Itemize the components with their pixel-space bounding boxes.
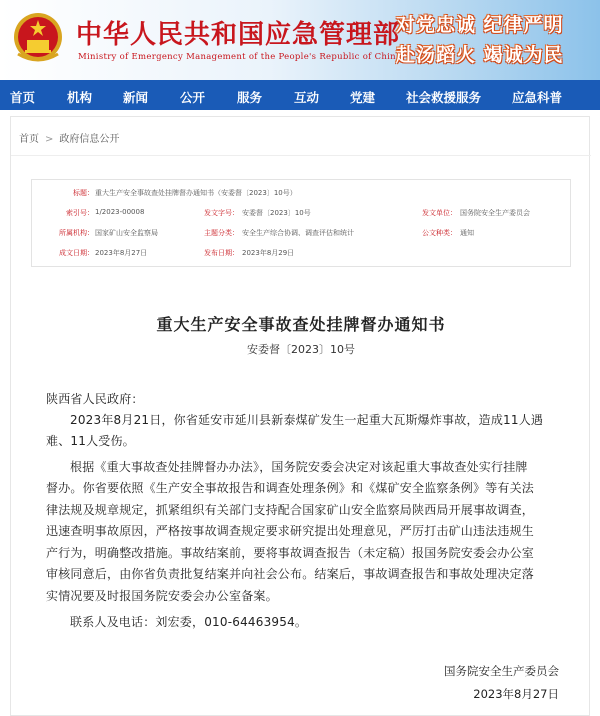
paragraph-1-line-2: 难、11人受伤。 (46, 434, 135, 448)
paragraph-2-line-5: 产行为，明确整改措施。事故结案前，要将事故调查报告（未定稿）报国务院安委会办公室 (46, 546, 535, 560)
national-emblem-icon (12, 10, 64, 66)
meta-index-label: 索引号： (66, 209, 94, 217)
meta-doc-num-value: 安委督〔2023〕10号 (242, 209, 311, 217)
addressee: 陕西省人民政府： (46, 392, 144, 406)
document-number: 安委督〔2023〕10号 (247, 343, 355, 356)
meta-type-value: 通知 (460, 229, 474, 237)
breadcrumb-home[interactable]: 首页 (19, 134, 39, 145)
nav-item-services[interactable]: 服务 (237, 90, 263, 105)
signer: 国务院安全生产委员会 (444, 664, 559, 678)
motto-line-1: 对党忠诚 纪律严明 (396, 14, 564, 36)
site-header (0, 0, 600, 80)
meta-created-label: 成文日期： (59, 249, 94, 257)
meta-index-value: 1/2023-00008 (95, 208, 145, 216)
paragraph-2-line-3: 律法规及规章规定，抓紧组织有关部门支持配合国家矿山安全监察局陕西局开展事故调查， (46, 503, 535, 517)
meta-org-value: 国家矿山安全监察局 (95, 229, 158, 237)
paragraph-2-line-6: 审核同意后，由你省负责批复结案并向社会公布。结案后，事故调查报告和事故处理决定落 (46, 567, 535, 581)
contact-line: 联系人及电话：刘宏委，010-64463954。 (70, 615, 308, 629)
meta-row-3 (32, 228, 572, 248)
meta-title-label: 标题： (73, 189, 94, 197)
nav-item-party[interactable]: 党建 (350, 90, 376, 105)
meta-title-value: 重大生产安全事故查处挂牌督办通知书（安委督〔2023〕10号） (95, 189, 297, 197)
document-title: 重大生产安全事故查处挂牌督办通知书 (156, 315, 446, 334)
site-title[interactable]: 中华人民共和国应急管理部 (76, 20, 401, 50)
breadcrumb-current[interactable]: 政府信息公开 (59, 134, 120, 145)
breadcrumb (19, 130, 119, 145)
nav-item-interaction[interactable]: 互动 (294, 90, 320, 105)
meta-issuer-value: 国务院安全生产委员会 (460, 209, 530, 217)
meta-created-value: 2023年8月27日 (95, 249, 148, 257)
breadcrumb-divider (11, 155, 591, 156)
meta-type-label: 公文种类： (422, 229, 457, 237)
meta-row-2 (32, 208, 572, 228)
metadata-box (31, 179, 571, 267)
sign-date: 2023年8月27日 (473, 687, 559, 701)
meta-topic-value: 安全生产综合协调、调查评估和统计 (242, 229, 354, 237)
meta-org-label: 所属机构： (59, 229, 94, 237)
meta-topic-label: 主题分类： (204, 229, 239, 237)
meta-row-title (32, 188, 572, 208)
paragraph-2-line-1: 根据《重大事故查处挂牌督办办法》，国务院安委会决定对该起重大事故查处实行挂牌 (70, 460, 528, 474)
paragraph-2-line-4: 迅速查明事故原因，严格按事故调查规定要求研究提出处理意见，严厉打击矿山违法违规生 (46, 524, 535, 538)
nav-item-science[interactable]: 应急科普 (512, 90, 563, 105)
meta-doc-num-label: 发文字号： (204, 209, 239, 217)
paragraph-2-line-2: 督办。你省要依照《生产安全事故报告和调查处理条例》和《煤矿安全监察条例》等有关法 (46, 481, 535, 495)
nav-item-rescue-services[interactable]: 社会救援服务 (406, 90, 482, 105)
nav-item-disclosure[interactable]: 公开 (180, 90, 206, 105)
nav-item-organization[interactable]: 机构 (67, 90, 93, 105)
nav-item-news[interactable]: 新闻 (123, 90, 149, 105)
site-subtitle: Ministry of Emergency Management of the People's Republic of China (78, 52, 402, 62)
meta-row-4 (32, 248, 572, 268)
paragraph-1-line-1: 2023年8月21日，你省延安市延川县新泰煤矿发生一起重大瓦斯爆炸事故，造成11人遇 (70, 413, 544, 427)
breadcrumb-separator: > (45, 134, 54, 145)
meta-issuer-label: 发文单位： (422, 209, 457, 217)
meta-published-value: 2023年8月29日 (242, 249, 295, 257)
paragraph-2-line-7: 实情况要及时报国务院安委会办公室备案。 (46, 589, 278, 603)
nav-item-home[interactable]: 首页 (10, 90, 36, 105)
motto-line-2: 赴汤蹈火 竭诚为民 (396, 44, 564, 66)
main-nav (0, 80, 600, 110)
content-panel (10, 116, 590, 716)
meta-published-label: 发布日期： (204, 249, 239, 257)
